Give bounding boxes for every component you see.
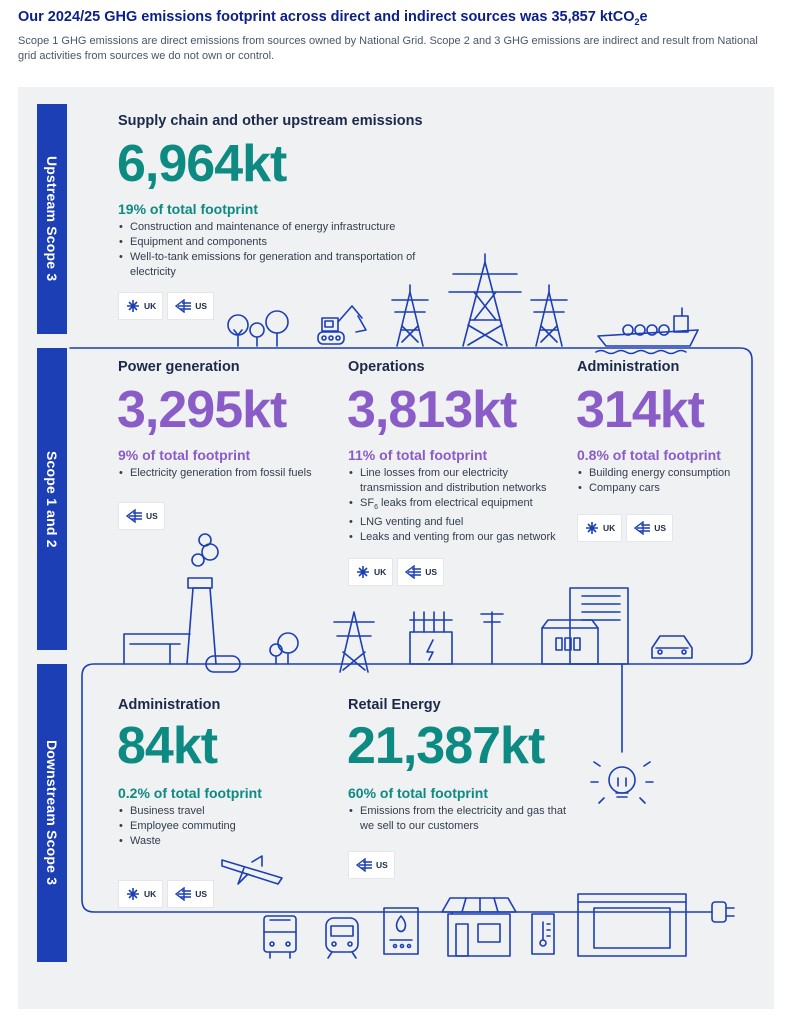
operations-badges <box>348 558 444 586</box>
bus-icon <box>264 916 296 958</box>
list-item: • Leaks and venting from our gas network <box>348 530 568 545</box>
list-item: • Equipment and components <box>118 235 438 250</box>
upstream-heading: Supply chain and other upstream emissions <box>118 113 423 129</box>
operations-value: 3,813kt <box>347 381 517 439</box>
upstream-bullets <box>118 220 438 280</box>
utility-pole-icon <box>481 612 503 664</box>
list-item: • Construction and maintenance of energy infrastructure <box>118 220 438 235</box>
us-badge: US <box>626 514 673 542</box>
plug-icon <box>712 902 734 922</box>
ship-icon <box>596 308 698 354</box>
pylon-icon <box>392 285 428 346</box>
lightbulb-icon <box>591 664 653 803</box>
tree-icon <box>270 633 298 664</box>
national-grid-logo-icon <box>125 509 143 523</box>
list-item: • Company cars <box>577 481 747 496</box>
commercial-building-icon <box>578 894 686 956</box>
pylon-icon <box>449 254 521 346</box>
upstream-pct: 19% of total footprint <box>118 201 258 217</box>
retail-badges <box>348 851 395 879</box>
national-grid-logo-icon <box>355 858 373 872</box>
power-bullets <box>118 466 338 481</box>
uk-badge: UK <box>118 880 163 908</box>
operations-pct: 11% of total footprint <box>348 447 488 463</box>
admin-scope12-bullets <box>577 466 747 496</box>
tab-scope-1-and-2: Scope 1 and 2 <box>37 348 67 650</box>
list-item: • Business travel <box>118 804 318 819</box>
list-item: • Employee commuting <box>118 819 318 834</box>
national-grid-logo-icon <box>355 565 371 579</box>
us-badge: US <box>397 558 444 586</box>
list-item: • Electricity generation from fossil fuels <box>118 466 338 481</box>
list-item: • $SF_6$ leaks from electrical equipment <box>348 496 568 515</box>
page-subtitle: Scope 1 GHG emissions are direct emissions from sources owned by National Grid. Scope 2 and 3 GHG emissions are indirect and result from National grid activities from sources we do not own or control. <box>18 35 758 62</box>
power-badges <box>118 502 165 530</box>
office-building-icon <box>542 588 628 664</box>
tree-icon <box>228 311 288 346</box>
page-title: Our 2024/25 GHG emissions footprint across direct and indirect sources was 35,857 ktCO$_2$e <box>18 9 648 27</box>
tab-downstream-scope3: Downstream Scope 3 <box>37 664 67 962</box>
national-grid-logo-icon <box>404 565 422 579</box>
power-heading: Power generation <box>118 359 240 375</box>
national-grid-logo-icon <box>125 887 141 901</box>
retail-pct: 60% of total footprint <box>348 785 488 801</box>
operations-bullets <box>348 466 568 545</box>
admin-down-bullets <box>118 804 318 849</box>
excavator-icon <box>318 306 366 344</box>
us-badge: US <box>118 502 165 530</box>
shop-icon <box>442 898 516 956</box>
us-badge: US <box>167 292 214 320</box>
boiler-icon <box>384 908 418 954</box>
train-icon <box>326 918 358 958</box>
operations-heading: Operations <box>348 359 425 375</box>
us-badge: US <box>348 851 395 879</box>
uk-badge: UK <box>118 292 163 320</box>
tab-upstream-scope3: Upstream Scope 3 <box>37 104 67 334</box>
plane-icon <box>222 856 282 884</box>
admin-down-heading: Administration <box>118 697 221 713</box>
list-item: • LNG venting and fuel <box>348 515 568 530</box>
substation-icon <box>410 612 452 664</box>
uk-badge: UK <box>577 514 622 542</box>
national-grid-logo-icon <box>125 299 141 313</box>
retail-value: 21,387kt <box>347 717 545 775</box>
uk-badge: UK <box>348 558 393 586</box>
national-grid-logo-icon <box>174 299 192 313</box>
list-item: • Emissions from the electricity and gas that we sell to our customers <box>348 804 568 834</box>
list-item: • Waste <box>118 834 318 849</box>
admin-down-badges <box>118 880 214 908</box>
power-pct: 9% of total footprint <box>118 447 251 463</box>
power-value: 3,295kt <box>117 381 287 439</box>
retail-bullets <box>348 804 568 834</box>
national-grid-logo-icon <box>633 521 651 535</box>
retail-heading: Retail Energy <box>348 697 441 713</box>
car-icon <box>652 636 692 658</box>
power-plant-icon <box>124 534 240 672</box>
admin-down-pct: 0.2% of total footprint <box>118 785 262 801</box>
upstream-badges <box>118 292 214 320</box>
admin-scope12-value: 314kt <box>576 381 704 439</box>
upstream-value: 6,964kt <box>117 135 287 193</box>
pylon-icon <box>334 612 374 672</box>
pylon-icon <box>531 285 567 346</box>
admin-down-value: 84kt <box>117 717 218 775</box>
national-grid-logo-icon <box>174 887 192 901</box>
admin-scope12-pct: 0.8% of total footprint <box>577 447 721 463</box>
us-badge: US <box>167 880 214 908</box>
list-item: • Line losses from our electricity transmission and distribution networks <box>348 466 568 496</box>
thermostat-icon <box>532 914 554 954</box>
national-grid-logo-icon <box>584 521 600 535</box>
list-item: • Building energy consumption <box>577 466 747 481</box>
list-item: • Well-to-tank emissions for generation and transportation of electricity <box>118 250 438 280</box>
admin-scope12-heading: Administration <box>577 359 680 375</box>
admin-scope12-badges <box>577 514 673 542</box>
